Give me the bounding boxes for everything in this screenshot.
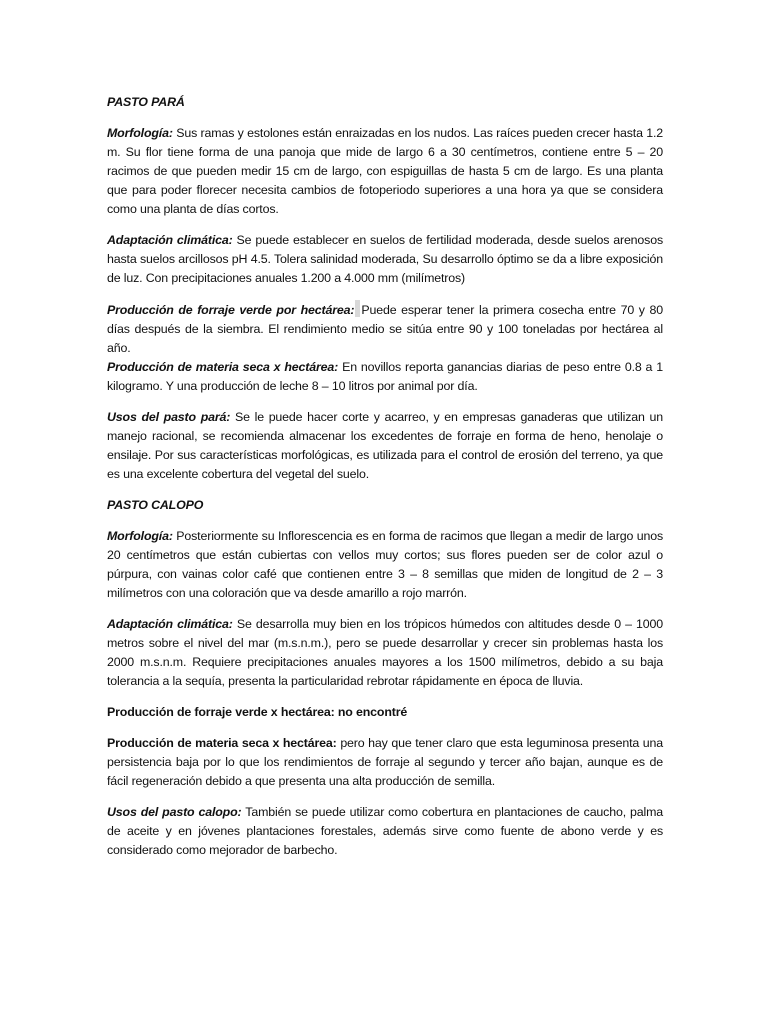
label-usos: Usos del pasto calopo:	[107, 805, 242, 819]
label-morfologia: Morfología:	[107, 529, 173, 543]
text-materia: En novillos reporta ganancias diarias de peso entre 0.8 a 1 kilogramo. Y una producción de leche 8 – 10 litros por animal por día.	[107, 360, 664, 393]
text-usos: También se puede utilizar como cobertura en plantaciones de caucho, palma de aceite y en jóvenes plantaciones forestales, además sirve como fuente de abono verde y es considerado como mejorador de barbecho.	[107, 805, 663, 857]
paragraph-calopo-adaptacion	[107, 615, 663, 691]
text-adaptacion: Se desarrolla muy bien en los trópicos húmedos con altitudes desde 0 – 1000 metros sobre el nivel del mar (m.s.n.m.), pero se puede desarrollar y crecer sin problemas hasta los 2000 m.s.n.m. Requiere precipitaciones anuales mayores a los 1500 milímetros, debido a su baja tolerancia a la sequía, presenta la particularidad rebrotar rápidamente en época de lluvia.	[107, 617, 663, 688]
label-adaptacion: Adaptación climática:	[107, 617, 233, 631]
text-adaptacion: Se puede establecer en suelos de fertilidad moderada, desde suelos arenosos hasta suelos arcillosos pH 4.5. Tolera salinidad moderada, Su desarrollo óptimo se da a libre exposición de luz. Con precipitaciones anuales 1.200 a 4.000 mm (milímetros)	[107, 233, 663, 285]
label-adaptacion: Adaptación climática:	[107, 233, 233, 247]
paragraph-calopo-morfologia	[107, 527, 663, 603]
paragraph-para-usos	[107, 408, 663, 484]
label-materia: Producción de materia seca x hectárea:	[107, 736, 337, 750]
text-usos: Se le puede hacer corte y acarreo, y en empresas ganaderas que utilizan un manejo racional, se recomienda almacenar los excedentes de forraje en forma de heno, henolaje o ensilaje. Por sus características morfológicas, es utilizada para el control de erosión del terreno, ya que es una excelente cobertura del vegetal del suelo.	[107, 410, 663, 481]
text-forraje: Puede esperar tener la primera cosecha entre 70 y 80 días después de la siembra. El rendimiento medio se sitúa entre 90 y 100 toneladas por hectárea al año.	[107, 303, 663, 355]
paragraph-para-adaptacion	[107, 231, 663, 288]
paragraph-para-materia	[107, 358, 663, 396]
label-usos: Usos del pasto pará:	[107, 410, 231, 424]
section-title-pasto-para: PASTO PARÁ	[107, 95, 185, 109]
label-materia: Producción de materia seca x hectárea:	[107, 360, 339, 374]
label-morfologia: Morfología:	[107, 126, 173, 140]
text-morfologia: Sus ramas y estolones están enraizadas en los nudos. Las raíces pueden crecer hasta 1.2 m. Su flor tiene forma de una panoja que mide de largo 6 a 30 centímetros, contiene entre 5 – 20 racimos de que pueden medir 15 cm de largo, con espiguillas de hasta 5 cm de largo. Es una planta que para poder florecer necesita cambios de fotoperiodo superiores a una hora ya que se considera como una planta de días cortos.	[107, 126, 664, 216]
paragraph-calopo-materia	[107, 734, 663, 791]
label-forraje: Producción de forraje verde por hectárea:	[107, 303, 355, 317]
paragraph-para-morfologia	[107, 124, 663, 219]
paragraph-calopo-forraje: Producción de forraje verde x hectárea: no encontré	[107, 705, 408, 719]
paragraph-para-forraje	[107, 300, 663, 358]
section-title-pasto-calopo: PASTO CALOPO	[107, 498, 204, 512]
text-materia: pero hay que tener claro que esta leguminosa presenta una persistencia baja por lo que los rendimientos de forraje al segundo y tercer año bajan, aunque es de fácil regeneración debido a que presenta una alta producción de semilla.	[107, 736, 664, 788]
text-cursor-marker	[355, 300, 360, 317]
paragraph-calopo-usos	[107, 803, 663, 860]
text-morfologia: Posteriormente su Inflorescencia es en forma de racimos que llegan a medir de largo unos 20 centímetros que están cubiertas con vellos muy cortos; sus flores pueden ser de color azul o púrpura, con vainas color café que contienen entre 3 – 8 semillas que miden de longitud de 2 – 3 milímetros con una coloración que va desde amarillo a rojo marrón.	[107, 529, 663, 600]
